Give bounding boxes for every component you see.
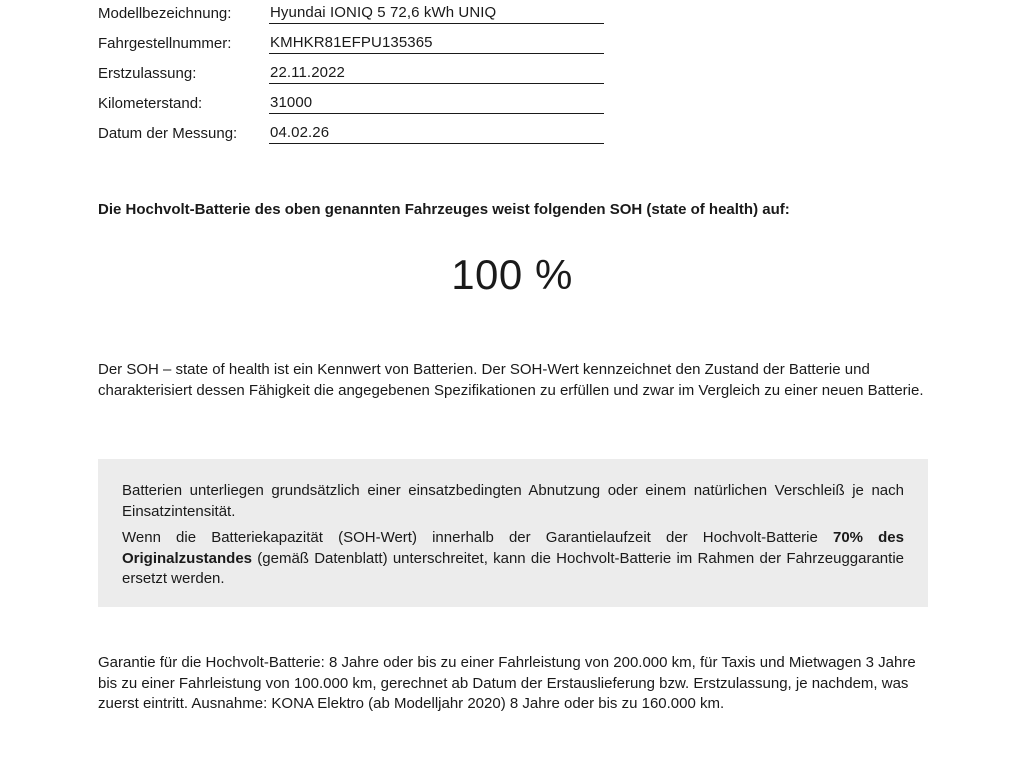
field-label-model: Modellbezeichnung: — [98, 5, 232, 22]
field-label-vin: Fahrgestellnummer: — [98, 35, 232, 52]
soh-intro-heading: Die Hochvolt-Batterie des oben genannten Fahrzeuges weist folgenden SOH (state of health) auf: — [98, 201, 790, 218]
field-row-measurement-date — [98, 114, 618, 144]
field-label-measurement-date: Datum der Messung: — [98, 125, 238, 142]
soh-value: 100 % — [451, 251, 573, 298]
field-value-registration: 22.11.2022 — [269, 64, 604, 84]
vehicle-details — [98, 0, 618, 144]
field-row-vin — [98, 24, 618, 54]
info-box — [98, 459, 928, 607]
field-value-measurement-date: 04.02.26 — [269, 124, 604, 144]
info-text-start: Wenn die Batteriekapazität (SOH-Wert) innerhalb der Garantielaufzeit der Hochvolt-Batterie — [122, 529, 833, 546]
info-paragraph-replacement — [122, 528, 904, 590]
field-label-registration: Erstzulassung: — [98, 65, 197, 82]
field-row-registration — [98, 54, 618, 84]
field-row-model — [98, 0, 618, 24]
field-row-mileage — [98, 84, 618, 114]
field-value-mileage: 31000 — [269, 94, 604, 114]
warranty-text: Garantie für die Hochvolt-Batterie: 8 Jahre oder bis zu einer Fahrleistung von 200.000 km, für Taxis und Mietwagen 3 Jahre bis zu einer Fahrleistung von 100.000 km, gerechnet ab Datum der Erstauslieferung bzw. Erstzulassung, je nachdem, was zuerst eintritt. Ausnahme: KONA Elektro (ab Modelljahr 2020) 8 Jahre oder bis zu 160.000 km. — [98, 654, 916, 712]
field-value-vin: KMHKR81EFPU135365 — [269, 34, 604, 54]
info-text-threshold: 70% des Originalzustandes — [122, 529, 904, 567]
field-label-mileage: Kilometerstand: — [98, 95, 203, 112]
soh-description: Der SOH – state of health ist ein Kennwert von Batterien. Der SOH-Wert kennzeichnet den Zustand der Batterie und charakterisiert dessen Fähigkeit die angegebenen Spezifikationen zu erfüllen und zwar im Vergleich zu einer neuen Batterie. — [98, 361, 924, 399]
info-text-end: (gemäß Datenblatt) unterschreitet, kann die Hochvolt-Batterie im Rahmen der Fahrzeuggarantie ersetzt werden. — [122, 549, 904, 587]
field-value-model: Hyundai IONIQ 5 72,6 kWh UNIQ — [269, 4, 604, 24]
info-paragraph-wear: Batterien unterliegen grundsätzlich einer einsatzbedingten Abnutzung oder einem natürlichen Verschleiß je nach Einsatzintensität. — [122, 482, 904, 520]
